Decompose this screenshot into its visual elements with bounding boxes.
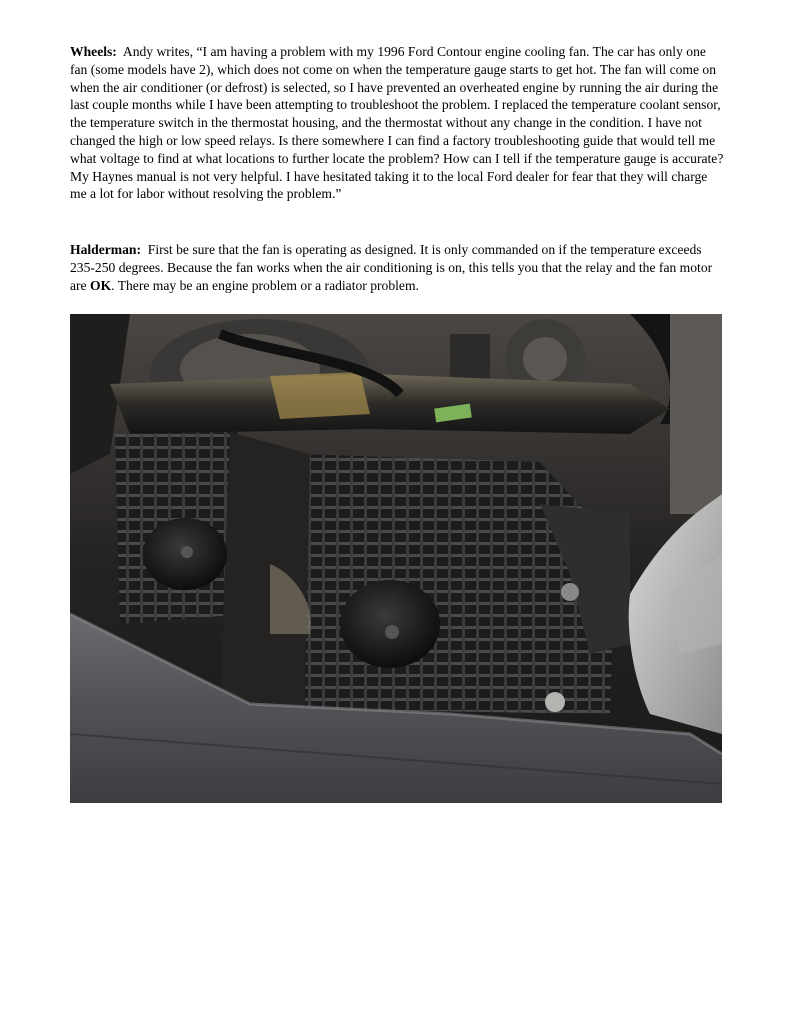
photo-illustration — [70, 314, 722, 803]
question-text — [70, 43, 724, 203]
answer-ok: OK — [90, 277, 112, 293]
speaker-halderman: Halderman: — [70, 242, 141, 257]
answer-body-b: . There may be an engine problem or a radiator problem. — [111, 277, 419, 293]
answer-text — [70, 241, 724, 294]
answer-body-a: First be sure that the fan is operating as designed. It is only commanded on if the temperature exceeds 235-250 degrees. Because the fan works when the air conditioning is on, this tells you that the relay and the fan motor are — [70, 242, 713, 293]
speaker-wheels: Wheels: — [70, 44, 117, 59]
engine-bay-photo — [70, 314, 722, 803]
answer-paragraph — [70, 241, 724, 294]
question-paragraph — [70, 43, 724, 203]
question-body: Andy writes, “I am having a problem with my 1996 Ford Contour engine cooling fan. The car has only one fan (some models have 2), which does not come on when the temperature gauge starts to get hot. The fan will come on when the air conditioner (or defrost) is selected, so I have prevented an overheated engine by running the air during the last couple months while I have been attempting to troubleshoot the problem. I replaced the temperature coolant sensor, the temperature switch in the thermostat housing, and the thermostat without any change in the condition. I have not changed the high or low speed relays. Is there somewhere I can find a factory troubleshooting guide that would tell me what voltage to find at what locations to further locate the problem? How can I tell if the temperature gauge is accurate? My Haynes manual is not very helpful. I have hesitated taking it to the local Ford dealer for fear that they will charge me a lot for labor without resolving the problem.” — [70, 44, 724, 202]
